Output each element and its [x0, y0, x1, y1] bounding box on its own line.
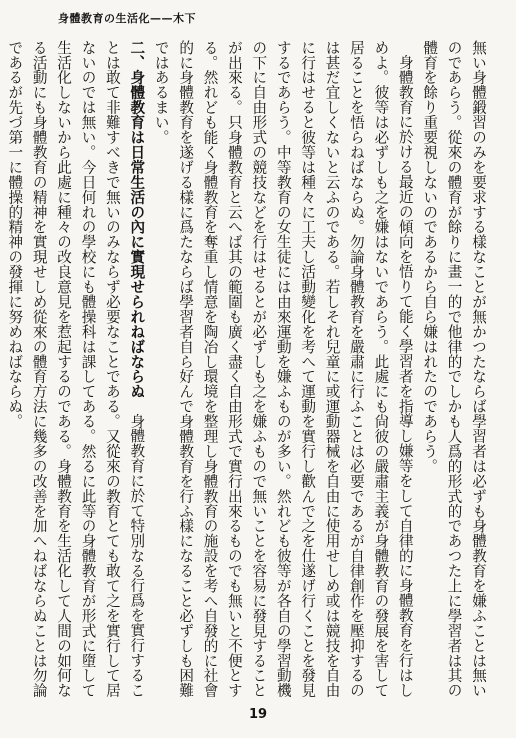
paragraph [0, 40, 2, 700]
section-paragraph [2, 40, 148, 700]
running-title: 身體教育の生活化——木下 [58, 12, 196, 25]
paragraph-text: 無い身體鍛習のみを要求する樣なことが無かつたならば學習者は必ずも身體教育を嫌ふことは無いのであらう。從來の體育が餘りに畫一的で他律的でしかも人爲的形式的であつた上に學習者は其の體育を餘り重要視しないのであるから自ら嫌はれたのであらう。 [421, 40, 487, 698]
section-heading: 二、身體教育は日常生活の內に實現せられねばならぬ [128, 40, 146, 399]
paragraph-text: 身體教育に於ける最近の傾向を悟りて能く學習者を指導し嫌等をして自律的に身體教育を行はしめよ。彼等は必ずしも之を嫌はないであらう。此處にも尙彼の嚴肅主義が身體教育の發展を害して居ることを悟らねばならぬ。勿論身體教育を嚴肅に行ふことは必要であるが自律創作を壓抑するのは甚だ宜しくないと云ふのである。若しそれ兒童に或運動器械を自由に使用せしめ或は競技を自由に行はせると彼等は種々に工夫し活動變化を考へて運動を實行し歡んで之を仕遂げ行くことを發見するであらう。中等教育の女生徒には由來運動を嫌ふものが多い。然れども彼等が各自の學習動機の下に自由形式の競技などを行はせるとが必ずしも之を嫌ふもので無いことを容易に發見することが出來る。只身體教育と云へば其の範圍も廣く盡く自由形式で實行出來るものでも無いと不便とする。然れども能く身體教育を奪重し情意を陶冶し環境を整理し身體教育の施設を考へ自發的に社會的に身體教育を遂げる樣に爲たならば學習者自ら好んで身體教育を行ふ樣になること必ずしも困難ではあるまい。 [152, 40, 414, 698]
paragraph-text: 身體教育に於て特別なる行爲を實行することは敢て非難すべきで無いのみならず必要なことである。又從來の教育とても敢て之を實行して居ないのでは無い。今日何れの學校にも體操科は課してある。然るに此等の身體教育が形式に墮して生活化しないから此處に種々の改良意見を惹起するのである。身體教育を生活化して人間の如何なる活動にも身體教育の精神を實現せしめ從來の體育方法に幾多の改善を加へねばならぬことは勿論であるが先づ第一に體操的精神の發揮に努めねばならぬ。 [6, 40, 146, 698]
paragraph [148, 40, 416, 700]
page-number: 19 [248, 707, 268, 722]
vertical-text-block [6, 40, 490, 700]
paragraph-continued [417, 40, 490, 700]
